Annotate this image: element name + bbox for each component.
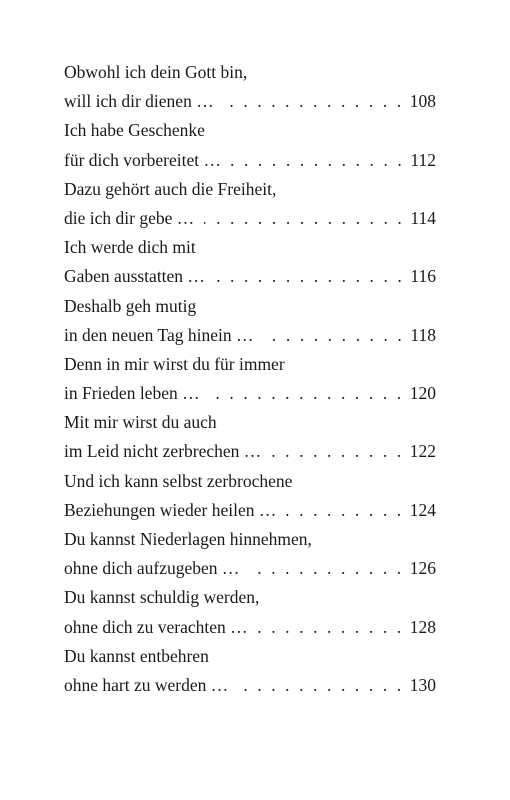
- toc-entry-last-line: [64, 671, 436, 700]
- dot-leader: [231, 146, 404, 175]
- toc-entry-last-line: [64, 262, 436, 291]
- toc-entry: [64, 408, 436, 466]
- toc-entry-title-end: in Frieden leben …: [64, 383, 200, 404]
- toc-entry-title-line: Ich werde dich mit: [64, 237, 196, 258]
- toc-entry-title-end: für dich vorbereitet …: [64, 149, 221, 170]
- dot-leader: [271, 437, 403, 466]
- toc-page-number: 124: [409, 499, 436, 520]
- toc-entry-title-line: Deshalb geh mutig: [64, 295, 197, 316]
- toc-entry-last-line: [64, 87, 436, 116]
- toc-page-number: 108: [409, 91, 436, 112]
- toc-page-number: 120: [409, 383, 436, 404]
- toc-entry-title-end: in den neuen Tag hinein …: [64, 324, 254, 345]
- dot-leader: [263, 321, 404, 350]
- toc-entry: [64, 467, 436, 525]
- toc-entry: [64, 58, 436, 116]
- toc-page-number: 130: [409, 674, 436, 695]
- toc-entry-title-line: Mit mir wirst du auch: [64, 412, 217, 433]
- dot-leader: [238, 671, 404, 700]
- toc-entry-title-end: ohne hart zu werden …: [64, 674, 229, 695]
- toc-entry: [64, 116, 436, 174]
- toc-entry: [64, 233, 436, 291]
- dot-leader: [224, 87, 404, 116]
- toc-entry-title-end: Gaben ausstatten …: [64, 266, 205, 287]
- toc-entry-title-line: Du kannst schuldig werden,: [64, 587, 260, 608]
- toc-entry-title-end: ohne dich zu verachten …: [64, 616, 248, 637]
- toc-entry-title-line: Dazu gehört auch die Freiheit,: [64, 178, 277, 199]
- dot-leader: [204, 204, 404, 233]
- toc-entry-title-line: Du kannst entbehren: [64, 645, 209, 666]
- dot-leader: [210, 379, 404, 408]
- toc-entry-title-end: im Leid nicht zerbrechen …: [64, 441, 262, 462]
- toc-entry: [64, 583, 436, 641]
- toc-entry-last-line: [64, 146, 436, 175]
- toc-page-number: 116: [410, 266, 436, 287]
- toc-page-number: 118: [410, 324, 436, 345]
- toc-entry: [64, 175, 436, 233]
- toc-page-number: 114: [410, 207, 436, 228]
- toc-entry-last-line: [64, 554, 436, 583]
- toc-entry-last-line: [64, 496, 436, 525]
- toc-page-number: 128: [409, 616, 436, 637]
- toc-entry: [64, 642, 436, 700]
- dot-leader: [215, 262, 404, 291]
- toc-entry-title-line: Du kannst Niederlagen hinnehmen,: [64, 529, 312, 549]
- toc-entry-last-line: [64, 204, 436, 233]
- toc-entry-last-line: [64, 379, 436, 408]
- toc-entry-title-line: Obwohl ich dein Gott bin,: [64, 62, 248, 82]
- toc-page-number: 126: [409, 558, 436, 579]
- toc-entry: [64, 525, 436, 583]
- toc-entry-title-end: will ich dir dienen …: [64, 91, 214, 112]
- toc-entry-title-line: Ich habe Geschenke: [64, 120, 205, 141]
- toc-page-number: 112: [410, 149, 436, 170]
- dot-leader: [258, 613, 404, 642]
- dot-leader: [286, 496, 403, 525]
- table-of-contents: [64, 58, 436, 700]
- toc-entry-title-end: Beziehungen wieder heilen …: [64, 499, 277, 520]
- toc-entry: [64, 292, 436, 350]
- toc-entry-title-line: Denn in mir wirst du für immer: [64, 353, 285, 374]
- toc-entry-title-end: die ich dir gebe …: [64, 207, 195, 228]
- toc-page-number: 122: [409, 441, 436, 462]
- toc-entry: [64, 350, 436, 408]
- dot-leader: [249, 554, 403, 583]
- toc-entry-last-line: [64, 321, 436, 350]
- toc-entry-last-line: [64, 437, 436, 466]
- toc-entry-last-line: [64, 613, 436, 642]
- toc-entry-title-end: ohne dich aufzugeben …: [64, 558, 240, 579]
- toc-entry-title-line: Und ich kann selbst zerbrochene: [64, 470, 293, 491]
